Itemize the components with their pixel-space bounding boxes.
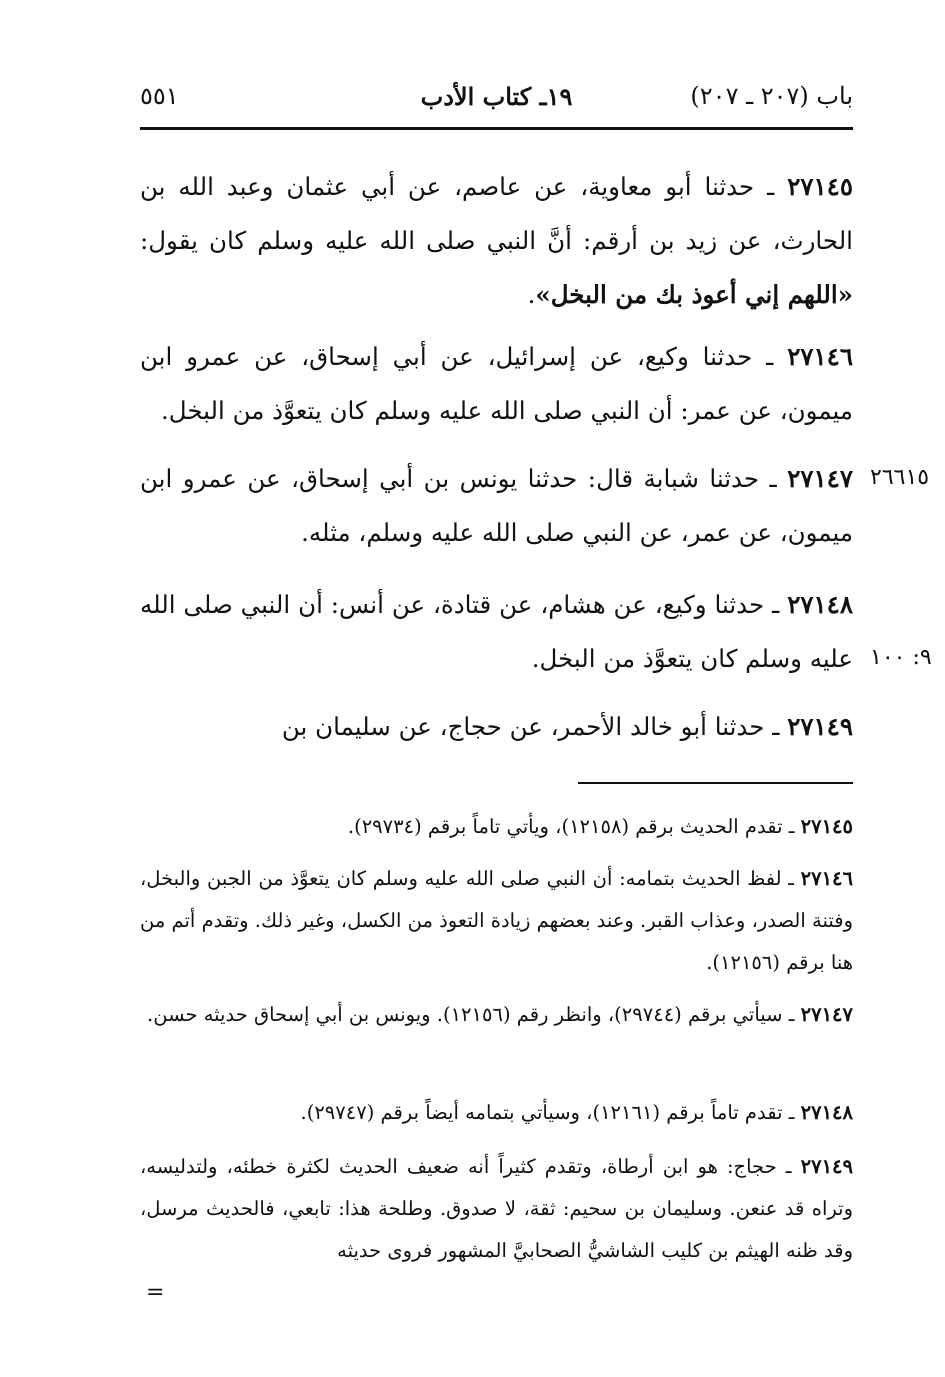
margin-reference: ٢٦٦١٥: [870, 465, 930, 490]
footnote-text: ـ سيأتي برقم (٢٩٧٤٤)، وانظر رقم (١٢١٥٦). ويونس بن أبي إسحاق حديثه حسن.: [147, 1003, 795, 1026]
footnote-number: ٢٧١٤٥: [800, 815, 853, 838]
hadith-number: ٢٧١٤٥: [787, 172, 853, 201]
hadith-27148: [140, 578, 853, 686]
page-number: ٥٥١: [140, 82, 179, 110]
continuation-mark: =: [146, 1280, 165, 1305]
running-header-chapter: باب (٢٠٧ ـ ٢٠٧): [690, 82, 853, 110]
hadith-text: ـ حدثنا أبو خالد الأحمر، عن حجاج، عن سليمان بن: [281, 712, 780, 741]
hadith-27147: [140, 452, 853, 560]
footnote-text: ـ حجاج: هو ابن أرطاة، وتقدم كثيراً أنه ضعيف الحديث لكثرة خطئه، ولتدليسه، وتراه قد عنعن. وسليمان بن سحيم: ثقة، لا صدوق. وطلحة هذا: تابعي، فالحديث مرسل، وقد ظنه الهيثم بن كليب الشاشيُّ الصحابيَّ المشهور فروى حديثه: [140, 1155, 853, 1262]
hadith-number: ٢٧١٤٨: [787, 590, 853, 619]
footnote-text: ـ تقدم الحديث برقم (١٢١٥٨)، ويأتي تاماً برقم (٢٩٧٣٤).: [347, 815, 795, 838]
footnote-number: ٢٧١٤٩: [800, 1155, 853, 1178]
footnote-27147: [140, 994, 853, 1036]
footnote-27146: [140, 858, 853, 984]
page-header: [140, 82, 853, 122]
hadith-number: ٢٧١٤٧: [787, 464, 853, 493]
footnote-number: ٢٧١٤٦: [800, 867, 853, 890]
hadith-quote: «اللهم إني أعوذ بك من البخل»: [535, 280, 853, 309]
hadith-27146: [140, 330, 853, 438]
footnote-text: ـ تقدم تاماً برقم (١٢١٦١)، وسيأتي بتمامه أيضاً برقم (٢٩٧٤٧).: [300, 1101, 795, 1124]
footnote-number: ٢٧١٤٨: [800, 1101, 853, 1124]
footnote-27148: [140, 1092, 853, 1134]
footnote-27149: [140, 1146, 853, 1272]
margin-reference: ٩: ١٠٠: [870, 645, 932, 670]
hadith-text: ـ حدثنا شبابة قال: حدثنا يونس بن أبي إسحاق، عن عمرو ابن ميمون، عن عمر، عن النبي صلى الله عليه وسلم، مثله.: [140, 464, 853, 547]
hadith-text: ـ حدثنا وكيع، عن هشام، عن قتادة، عن أنس: أن النبي صلى الله عليه وسلم كان يتعوَّذ من البخل.: [140, 590, 853, 673]
header-rule: [140, 127, 853, 130]
hadith-number: ٢٧١٤٦: [787, 342, 853, 371]
hadith-27149: [140, 700, 853, 754]
hadith-tail: .: [527, 280, 536, 309]
hadith-number: ٢٧١٤٩: [787, 712, 853, 741]
hadith-text: ـ حدثنا وكيع، عن إسرائيل، عن أبي إسحاق، عن عمرو ابن ميمون، عن عمر: أن النبي صلى الله عليه وسلم كان يتعوَّذ من البخل.: [140, 342, 853, 425]
footnote-text: ـ لفظ الحديث بتمامه: أن النبي صلى الله عليه وسلم كان يتعوَّذ من الجبن والبخل، وفتنة الصدر، وعذاب القبر. وعند بعضهم زيادة التعوذ من الكسل، وغير ذلك. وتقدم أتم من هنا برقم (١٢١٥٦).: [140, 867, 853, 974]
hadith-27145: [140, 160, 853, 322]
footnote-rule: [578, 782, 853, 784]
running-header-book: ١٩ـ كتاب الأدب: [420, 82, 573, 111]
footnote-number: ٢٧١٤٧: [800, 1003, 853, 1026]
footnote-27145: [140, 806, 853, 848]
hadith-text: ـ حدثنا أبو معاوية، عن عاصم، عن أبي عثمان وعبد الله بن الحارث، عن زيد بن أرقم: أنَّ النبي صلى الله عليه وسلم كان يقول:: [140, 172, 853, 255]
